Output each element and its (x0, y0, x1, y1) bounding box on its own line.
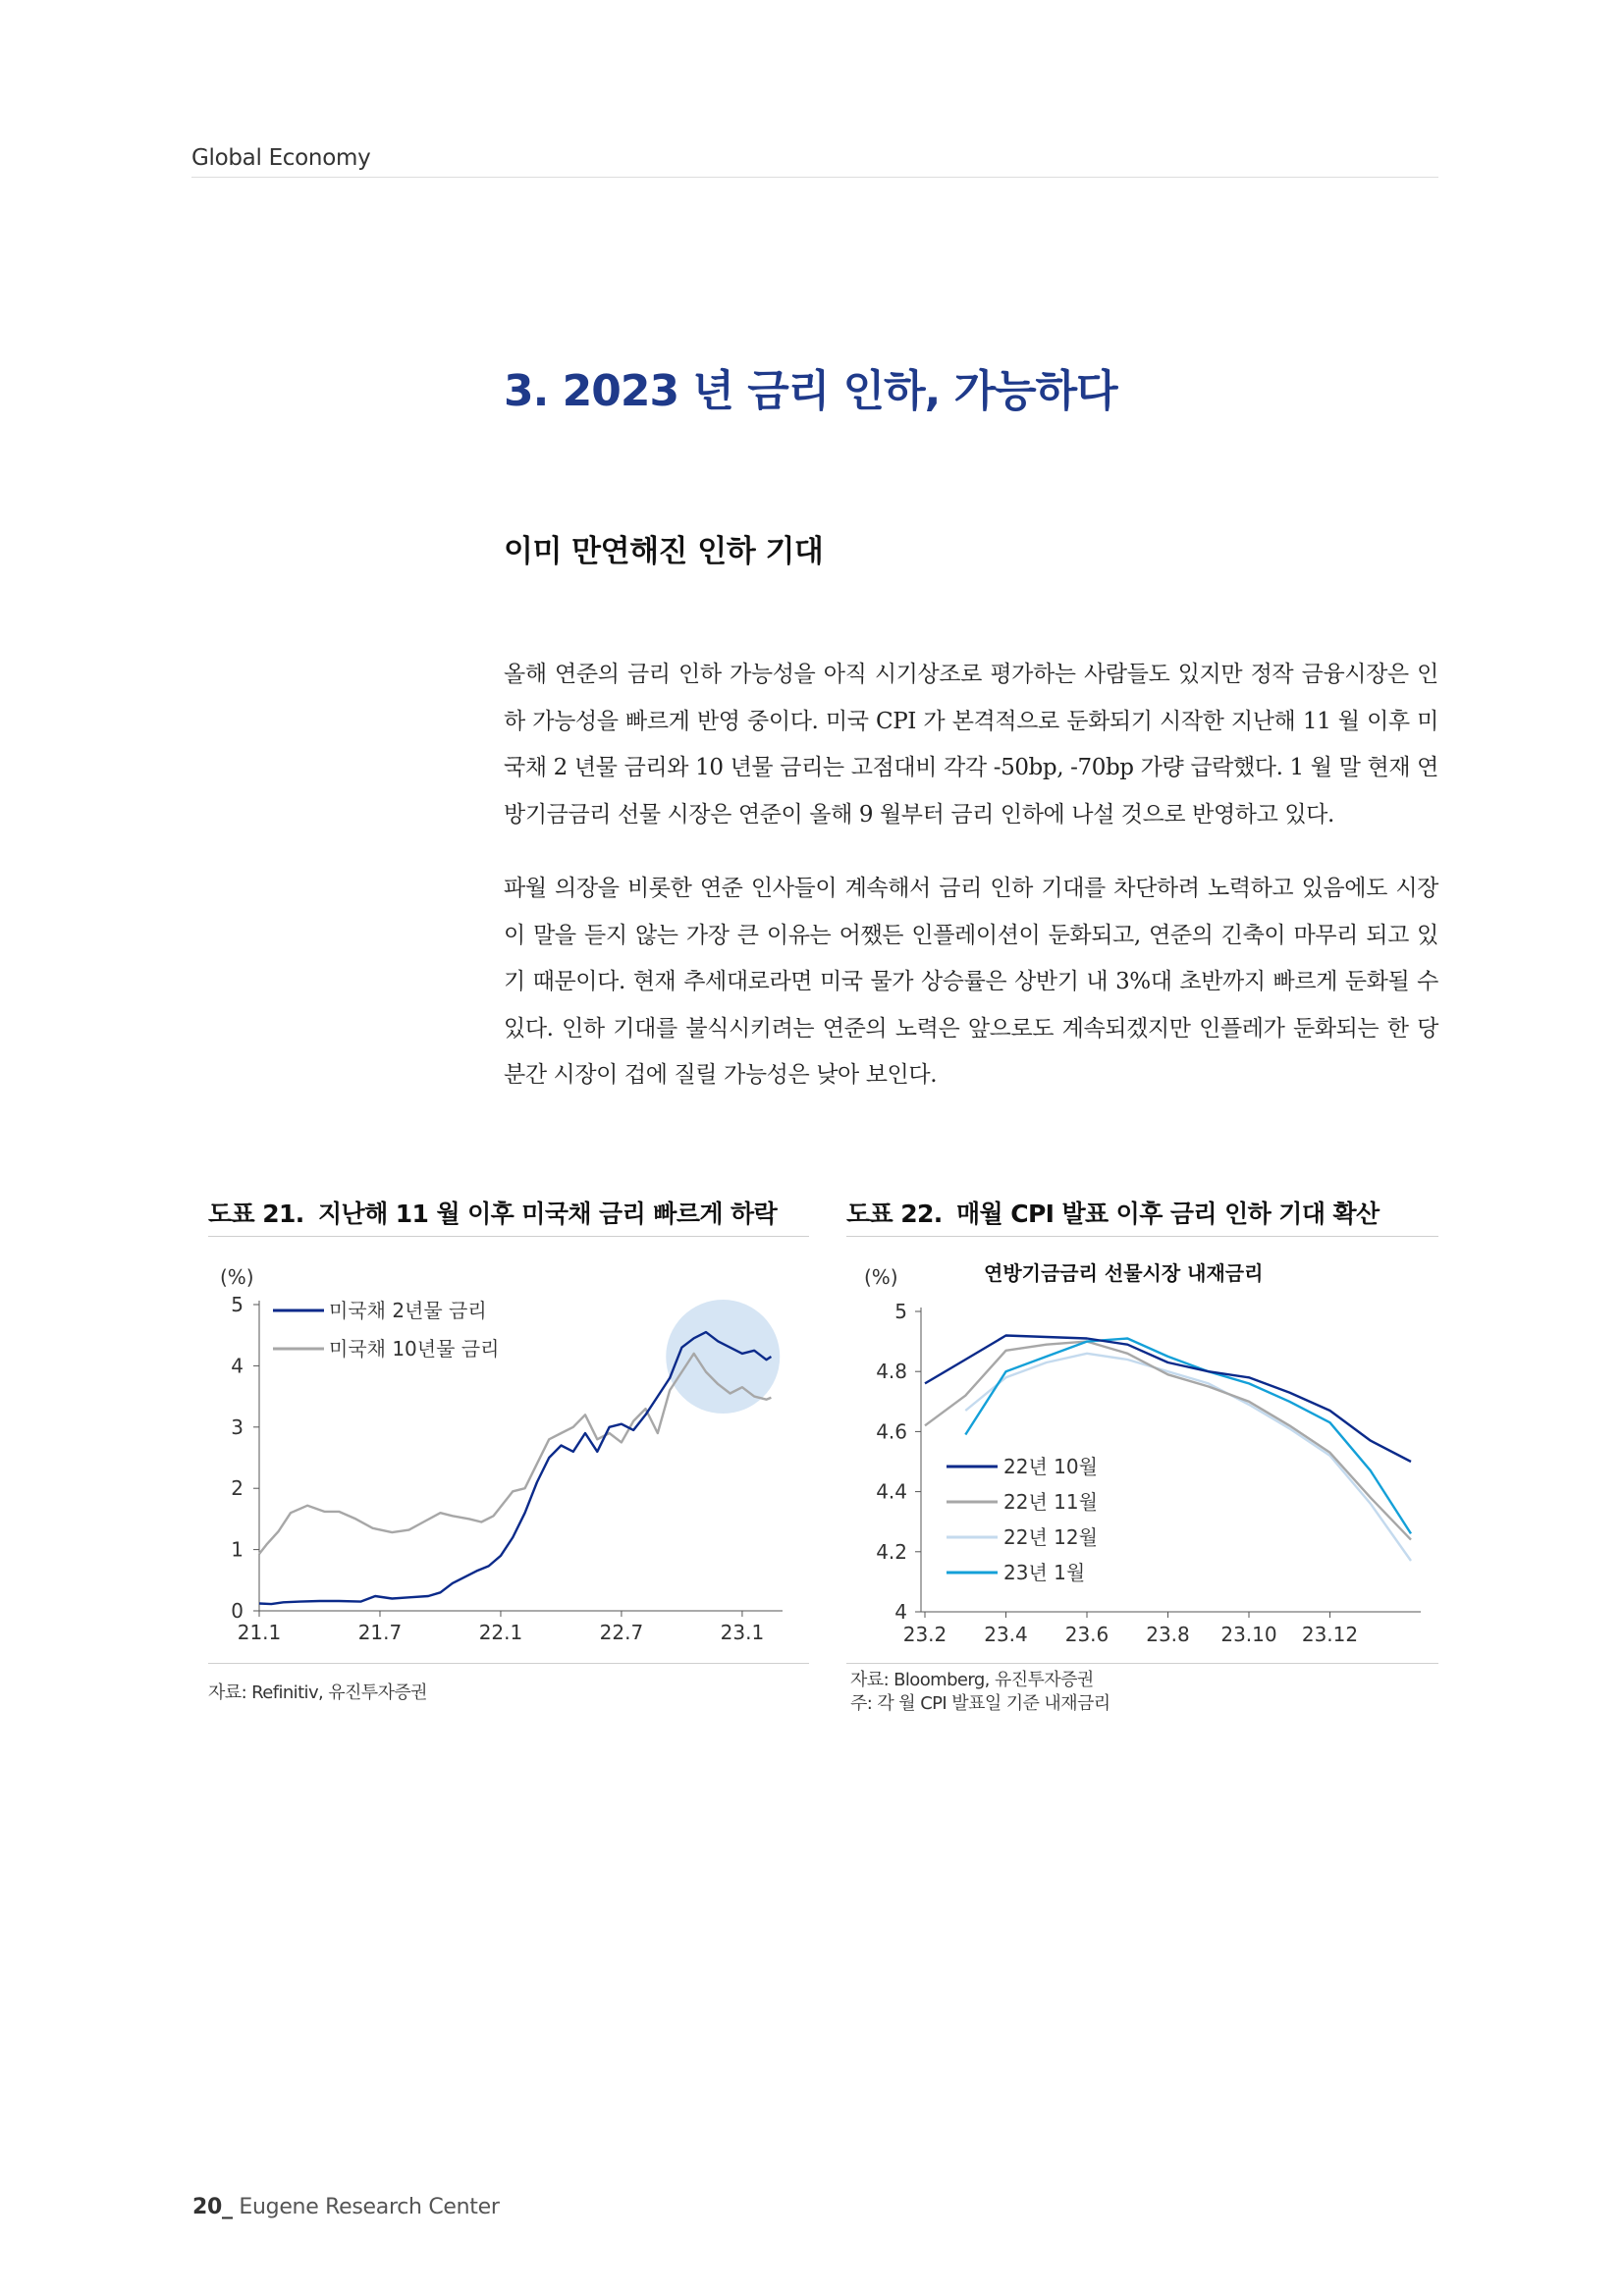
x-tick-label: 23.2 (902, 1623, 947, 1646)
section-title: 3. 2023 년 금리 인하, 가능하다 (504, 366, 1117, 416)
x-tick-label: 23.8 (1146, 1623, 1190, 1646)
y-tick-label: 5 (231, 1293, 244, 1316)
page-footer (192, 2195, 500, 2219)
body-paragraph-2: 파월 의장을 비롯한 연준 인사들이 계속해서 금리 인하 기대를 차단하려 노력하고 있음에도 시장이 말을 듣지 않는 가장 큰 이유는 어쨌든 인플레이션이 둔화되고, 연준의 긴축이 마무리 되고 있기 때문이다. 현재 추세대로라면 미국 물가 상승률은 상반기 내 3%대 초반까지 빠르게 둔화될 수 있다. 인하 기대를 불식시키려는 연준의 노력은 앞으로도 계속되겠지만 인플레가 둔화되는 한 당분간 시장이 겁에 질릴 가능성은 낮아 보인다. (504, 876, 1438, 1088)
y-tick-label: 4 (894, 1600, 907, 1624)
x-tick-label: 21.7 (357, 1621, 403, 1644)
legend-label: 22년 11월 (1003, 1490, 1098, 1514)
y-tick-label: 2 (231, 1476, 244, 1501)
y-tick-label: 5 (894, 1300, 907, 1323)
x-tick-label: 22.1 (478, 1621, 523, 1644)
figure-22-bottom-rule (846, 1663, 1438, 1664)
header-divider (191, 177, 1438, 178)
x-tick-label: 23.10 (1220, 1623, 1277, 1646)
running-header: Global Economy (191, 145, 371, 171)
figure-22-top-rule (846, 1236, 1438, 1237)
figure-21-chart (208, 1239, 809, 1661)
figure-21-heading (208, 1195, 777, 1230)
section-subtitle: 이미 만연해진 인하 기대 (504, 534, 824, 569)
y-tick-label: 4.8 (876, 1360, 907, 1384)
figure-21-source: 자료: Refinitiv, 유진투자증권 (208, 1682, 427, 1703)
y-axis-unit: (%) (864, 1265, 898, 1289)
y-tick-label: 0 (231, 1599, 244, 1623)
legend-label: 23년 1월 (1003, 1561, 1086, 1584)
page-number: 20_ (192, 2195, 233, 2219)
body-paragraph-1: 올해 연준의 금리 인하 가능성을 아직 시기상조로 평가하는 사람들도 있지만 정작 금융시장은 인하 가능성을 빠르게 반영 중이다. 미국 CPI 가 본격적으로 둔화되기 시작한 지난해 11 월 이후 미국채 2 년물 금리와 10 년물 금리는 고점대비 각각 -50bp, -70bp 가량 급락했다. 1 월 말 현재 연방기금금리 선물 시장은 연준이 올해 9 월부터 금리 인하에 나설 것으로 반영하고 있다. (504, 662, 1438, 828)
x-tick-label: 23.12 (1301, 1623, 1359, 1646)
x-tick-label: 23.6 (1064, 1623, 1110, 1646)
y-tick-label: 3 (231, 1415, 244, 1439)
x-tick-label: 22.7 (599, 1621, 644, 1644)
x-tick-label: 23.1 (720, 1621, 765, 1644)
legend-label: 미국채 10년물 금리 (329, 1337, 500, 1361)
y-tick-label: 4.2 (876, 1539, 907, 1564)
y-tick-label: 4.6 (876, 1419, 907, 1444)
x-tick-label: 21.1 (237, 1621, 282, 1644)
y-tick-label: 4.4 (876, 1479, 907, 1504)
x-tick-label: 23.4 (984, 1623, 1028, 1646)
figure-22-chart (846, 1239, 1438, 1661)
figure-22-note: 주: 각 월 CPI 발표일 기준 내재금리 (850, 1693, 1110, 1714)
figure-22-number: 도표 22. (846, 1200, 943, 1228)
legend-label: 미국채 2년물 금리 (329, 1299, 487, 1322)
chart-subtitle: 연방기금금리 선물시장 내재금리 (984, 1261, 1264, 1285)
figure-21-top-rule (208, 1236, 809, 1237)
figure-21-bottom-rule (208, 1663, 809, 1664)
figure-21-number: 도표 21. (208, 1200, 304, 1228)
footer-brand: Eugene Research Center (232, 2195, 500, 2219)
legend-label: 22년 10월 (1003, 1455, 1098, 1478)
series-line-0 (925, 1336, 1411, 1463)
figure-22-source: 자료: Bloomberg, 유진투자증권 (850, 1670, 1094, 1690)
figure-21-title: 지난해 11 월 이후 미국채 금리 빠르게 하락 (318, 1200, 778, 1228)
figure-22-title: 매월 CPI 발표 이후 금리 인하 기대 확산 (956, 1200, 1380, 1228)
y-axis-unit: (%) (220, 1265, 254, 1289)
figure-22-heading (846, 1195, 1380, 1230)
legend-label: 22년 12월 (1003, 1525, 1098, 1549)
y-tick-label: 1 (231, 1537, 244, 1562)
y-tick-label: 4 (231, 1354, 244, 1378)
